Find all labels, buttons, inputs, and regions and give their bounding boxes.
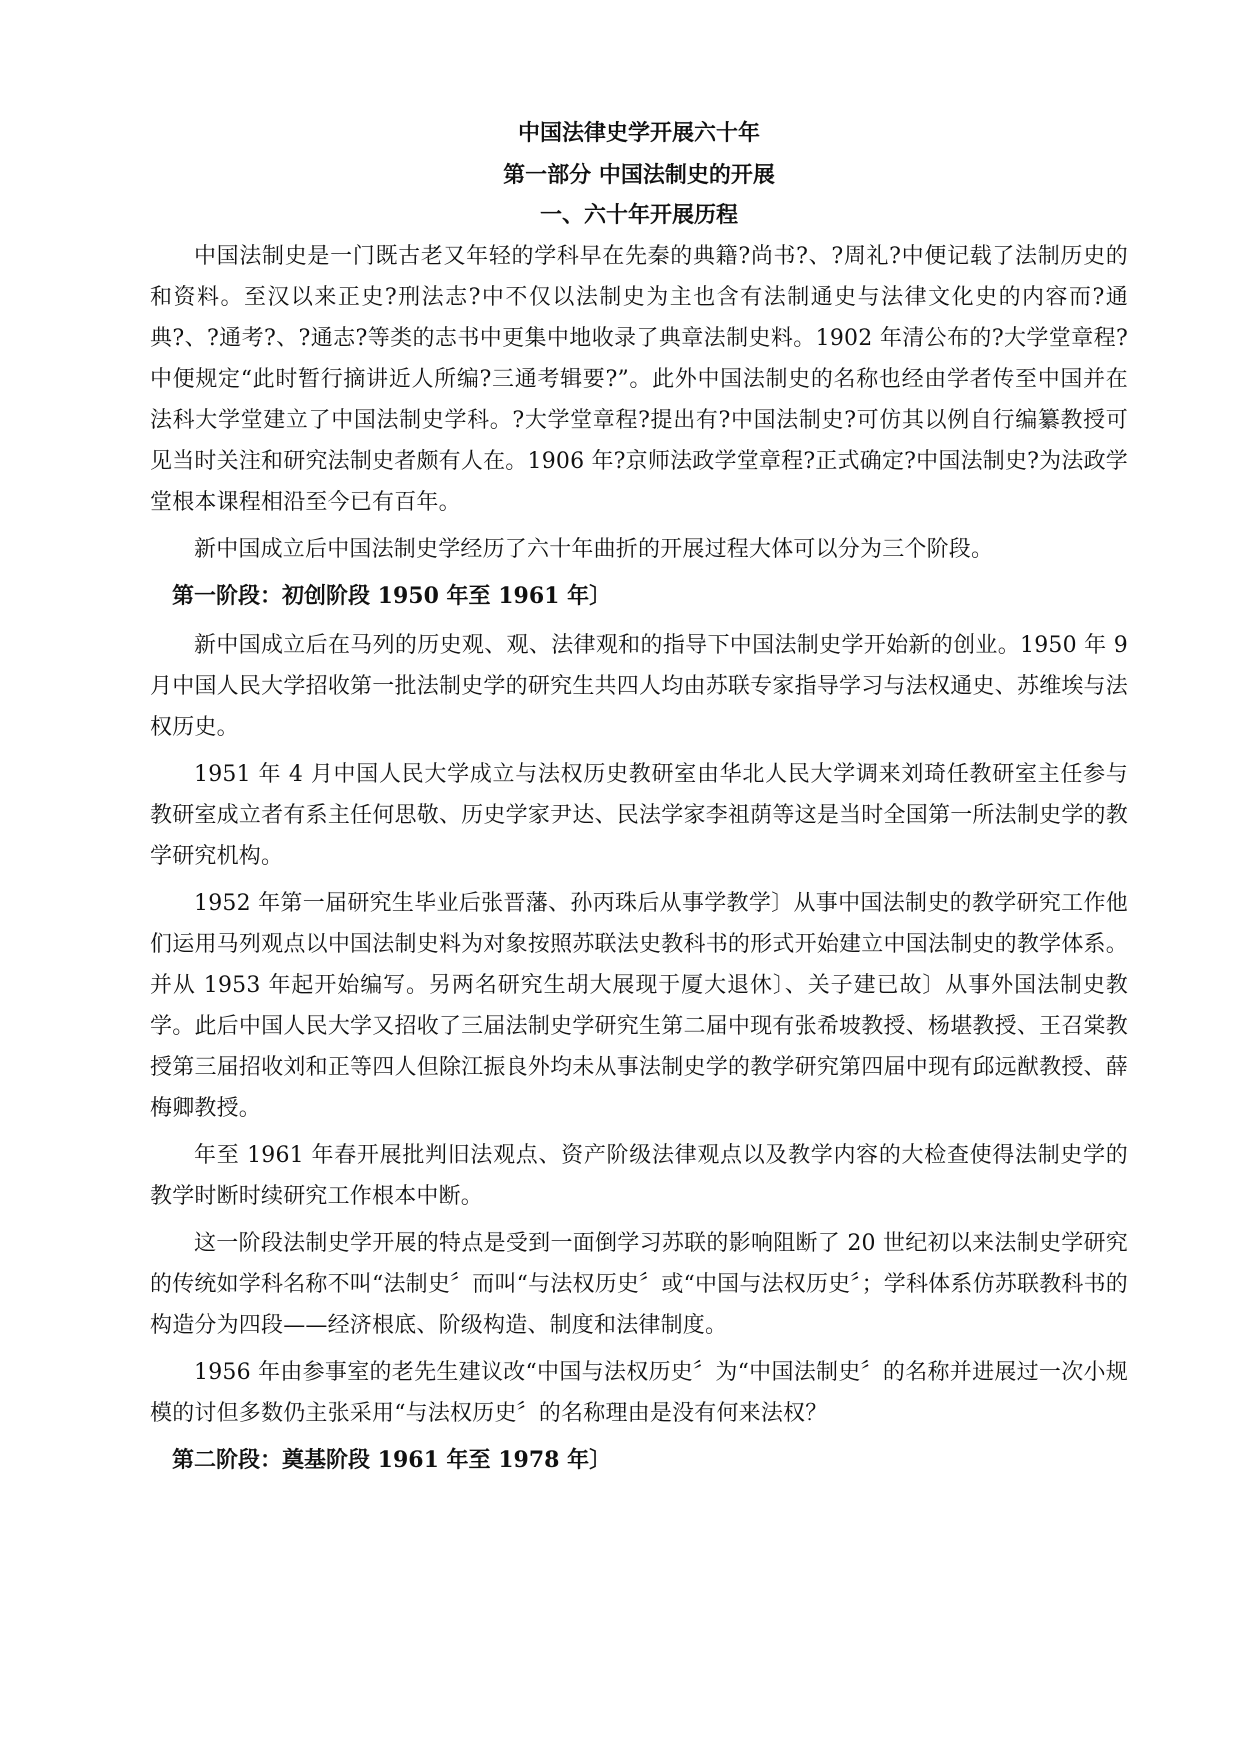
paragraph-stage1-4: 年至 1961 年春开展批判旧法观点、资产阶级法律观点以及教学内容的大检查使得法制史学的教学时断时续研究工作根本中断。	[150, 1143, 1128, 1209]
paragraph-intro: 中国法制史是一门既古老又年轻的学科早在先秦的典籍?尚书?、?周礼?中便记载了法制历史的和资料。至汉以来正史?刑法志?中不仅以法制史为主也含有法制通史与法律文化史的内容而?通典?、?通考?、?通志?等类的志书中更集中地收录了典章法制史料。1902 年清公布的?大学堂章程?中便规定“此时暂行摘讲近人所编?三通考辑要?”。此外中国法制史的名称也经由学者传至中国并在法科大学堂建立了中国法制史学科。?大学堂章程?提出有?中国法制史?可仿其以例自行编纂教授可见当时关注和研究法制史者颇有人在。1906 年?京师法政学堂章程?正式确定?中国法制史?为法政学堂根本课程相沿至今已有百年。	[150, 244, 1128, 515]
paragraph-stage1-6: 1956 年由参事室的老先生建议改“中国与法权历史〞为“中国法制史〞的名称并进展过一次小规模的讨但多数仍主张采用“与法权历史〞的名称理由是没有何来法权？	[150, 1360, 1128, 1426]
paragraph-stage1-1: 新中国成立后在马列的历史观、观、法律观和的指导下中国法制史学开始新的创业。1950 年 9 月中国人民大学招收第一批法制史学的研究生共四人均由苏联专家指导学习与法权通史、苏维埃与法权历史。	[150, 633, 1128, 740]
stage-two-heading: 第二阶段：奠基阶段 1961 年至 1978 年〕	[172, 1447, 612, 1473]
part-title: 第一部分 中国法制史的开展	[503, 162, 775, 188]
paragraph-stage1-5: 这一阶段法制史学开展的特点是受到一面倒学习苏联的影响阻断了 20 世纪初以来法制史学研究的传统如学科名称不叫“法制史〞而叫“与法权历史〞或“中国与法权历史〞；学科体系仿苏联教科书的构造分为四段——经济根底、阶级构造、制度和法律制度。	[150, 1231, 1128, 1338]
stage-one-heading: 第一阶段：初创阶段 1950 年至 1961 年〕	[172, 583, 612, 609]
paragraph-stage1-3: 1952 年第一届研究生毕业后张晋藩、孙丙珠后从事学教学〕从事中国法制史的教学研究工作他们运用马列观点以中国法制史料为对象按照苏联法史教科书的形式开始建立中国法制史的教学体系。并从 1953 年起开始编写。另两名研究生胡大展现于厦大退休〕、关子建已故〕从事外国法制史教学。此后中国人民大学又招收了三届法制史学研究生第二届中现有张希坡教授、杨堪教授、王召棠教授第三届招收刘和正等四人但除江振良外均未从事法制史学的教学研究第四届中现有邱远猷教授、薛梅卿教授。	[150, 891, 1128, 1121]
paragraph-stages-overview: 新中国成立后中国法制史学经历了六十年曲折的开展过程大体可以分为三个阶段。	[194, 537, 994, 562]
document-page	[150, 118, 1128, 1489]
paragraph-stage1-2: 1951 年 4 月中国人民大学成立与法权历史教研室由华北人民大学调来刘琦任教研室主任参与教研室成立者有系主任何思敬、历史学家尹达、民法学家李祖荫等这是当时全国第一所法制史学的教学研究机构。	[150, 762, 1128, 869]
section-title: 一、六十年开展历程	[539, 202, 738, 228]
document-title: 中国法律史学开展六十年	[517, 120, 760, 146]
